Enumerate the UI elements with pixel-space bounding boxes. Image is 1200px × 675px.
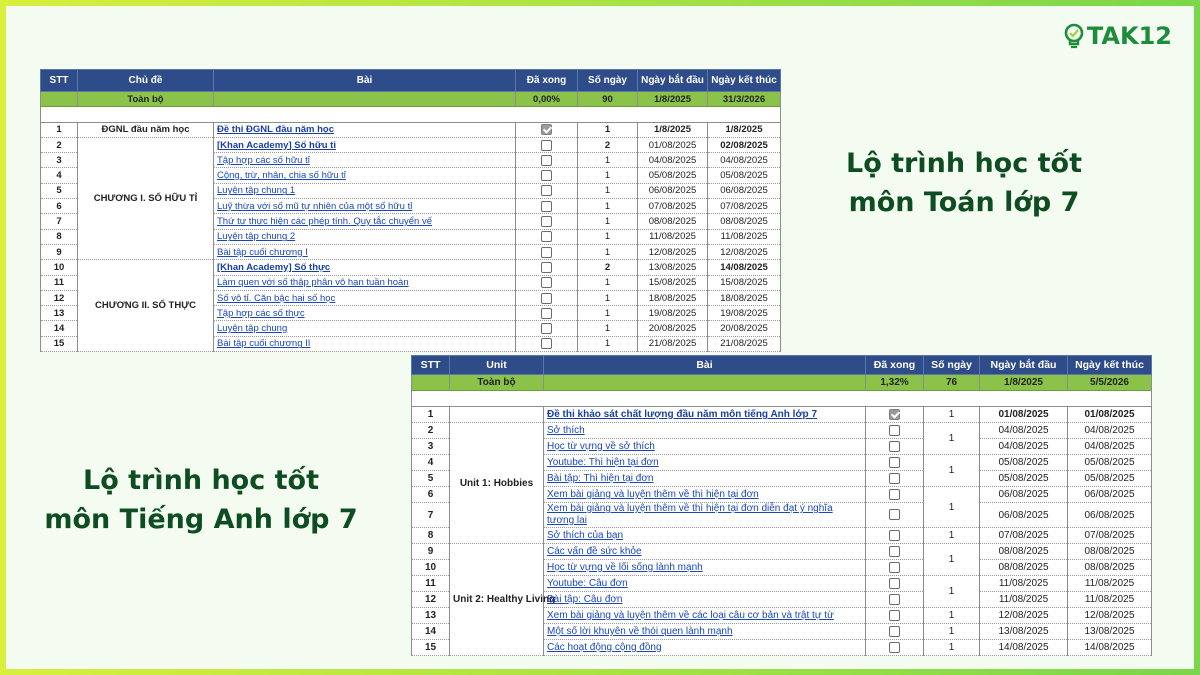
done-cell	[866, 471, 924, 487]
done-cell	[516, 153, 578, 168]
header-done[interactable]: Đã xong	[516, 70, 578, 92]
lesson-cell	[544, 592, 866, 608]
end-date-cell: 06/08/2025	[1068, 487, 1152, 503]
days-cell: 1	[578, 183, 638, 198]
end-date-cell: 05/08/2025	[1068, 471, 1152, 487]
stt-cell: 11	[412, 576, 450, 592]
header-row	[41, 70, 781, 92]
lesson-link[interactable]: Thứ tự thực hiện các phép tính. Quy tắc chuyển vế	[217, 216, 432, 228]
start-date-cell: 21/08/2025	[638, 336, 708, 351]
unchecked-checkbox[interactable]	[889, 562, 900, 573]
lesson-link[interactable]: Cộng, trừ, nhân, chia số hữu tỉ	[217, 170, 346, 182]
header-end-date[interactable]: Ngày kết thúc	[708, 70, 781, 92]
lesson-cell	[544, 471, 866, 487]
lesson-link[interactable]: Bài tập cuối chương II	[217, 338, 311, 350]
lesson-cell	[214, 183, 516, 198]
bulb-icon	[1063, 23, 1085, 49]
start-date-cell: 11/08/2025	[980, 592, 1068, 608]
done-cell	[516, 260, 578, 275]
math-caption-line-1: Lộ trình học tốt	[845, 148, 1082, 179]
header-lesson[interactable]: Bài	[544, 356, 866, 375]
stt-cell: 12	[41, 290, 78, 305]
days-cell: 1	[578, 168, 638, 183]
stt-cell: 15	[41, 336, 78, 351]
start-date-cell: 1/8/2025	[638, 122, 708, 137]
end-date-cell: 15/08/2025	[708, 275, 781, 290]
done-cell	[516, 244, 578, 259]
days-cell: 1	[924, 576, 980, 608]
done-cell	[866, 560, 924, 576]
done-cell	[516, 290, 578, 305]
lesson-link[interactable]: Luyện tập chung 1	[217, 185, 296, 197]
stt-cell: 1	[412, 407, 450, 423]
stt-cell: 7	[412, 503, 450, 528]
unchecked-checkbox[interactable]	[889, 626, 900, 637]
unchecked-checkbox[interactable]	[541, 231, 552, 242]
days-cell: 1	[924, 407, 980, 423]
unchecked-checkbox[interactable]	[541, 247, 552, 258]
unchecked-checkbox[interactable]	[889, 610, 900, 621]
total-blank	[214, 92, 516, 107]
done-cell	[516, 199, 578, 214]
header-days[interactable]: Số ngày	[924, 356, 980, 375]
table-row	[41, 137, 781, 152]
end-date-cell: 12/08/2025	[708, 244, 781, 259]
total-label: Toàn bộ	[78, 92, 214, 107]
start-date-cell: 06/08/2025	[638, 183, 708, 198]
done-cell	[866, 455, 924, 471]
unchecked-checkbox[interactable]	[889, 489, 900, 500]
start-date-cell: 04/08/2025	[980, 423, 1068, 439]
stt-cell: 2	[412, 423, 450, 439]
table-row	[41, 260, 781, 275]
end-date-cell: 08/08/2025	[708, 214, 781, 229]
start-date-cell: 01/08/2025	[638, 137, 708, 152]
lesson-link[interactable]: Youtube: Câu đơn	[547, 578, 628, 589]
logo-text: TAK12	[1086, 22, 1172, 50]
done-cell	[516, 229, 578, 244]
english-caption-line-1: Lộ trình học tốt	[82, 465, 319, 496]
end-date-cell: 20/08/2025	[708, 321, 781, 336]
done-cell	[866, 487, 924, 503]
total-days: 76	[924, 375, 980, 391]
lesson-cell	[544, 455, 866, 471]
stt-cell: 9	[412, 544, 450, 560]
spacer-cell	[41, 107, 781, 122]
header-lesson[interactable]: Bài	[214, 70, 516, 92]
stt-cell: 4	[412, 455, 450, 471]
unchecked-checkbox[interactable]	[889, 546, 900, 557]
header-start-date[interactable]: Ngày bắt đầu	[980, 356, 1068, 375]
end-date-cell: 07/08/2025	[708, 199, 781, 214]
done-cell	[866, 439, 924, 455]
group-cell: Unit 1: Hobbies	[450, 423, 544, 544]
stt-cell: 13	[41, 306, 78, 321]
total-done: 0,00%	[516, 92, 578, 107]
header-unit[interactable]: Unit	[450, 356, 544, 375]
start-date-cell: 14/08/2025	[980, 640, 1068, 656]
lesson-link[interactable]: Luỹ thừa với số mũ tự nhiên của một số hữu tỉ	[217, 200, 413, 212]
lesson-cell	[544, 576, 866, 592]
header-topic[interactable]: Chủ đề	[78, 70, 214, 92]
checked-checkbox[interactable]	[889, 409, 900, 420]
unchecked-checkbox[interactable]	[541, 338, 552, 349]
stt-cell: 14	[412, 624, 450, 640]
unchecked-checkbox[interactable]	[889, 457, 900, 468]
days-cell: 1	[578, 122, 638, 137]
lesson-link[interactable]: Xem bài giảng và luyện thêm về các loại câu cơ bản và trật tự từ	[547, 610, 834, 621]
header-done[interactable]: Đã xong	[866, 356, 924, 375]
total-start: 1/8/2025	[980, 375, 1068, 391]
lesson-cell	[214, 290, 516, 305]
lesson-cell	[214, 122, 516, 137]
start-date-cell: 07/08/2025	[638, 199, 708, 214]
end-date-cell: 05/08/2025	[1068, 455, 1152, 471]
stt-cell: 11	[41, 275, 78, 290]
unchecked-checkbox[interactable]	[541, 155, 552, 166]
days-cell: 1	[578, 244, 638, 259]
done-cell	[516, 321, 578, 336]
lesson-cell	[214, 199, 516, 214]
days-cell: 1	[578, 275, 638, 290]
lesson-cell	[544, 407, 866, 423]
unchecked-checkbox[interactable]	[889, 473, 900, 484]
days-cell: 1	[578, 229, 638, 244]
start-date-cell: 05/08/2025	[980, 455, 1068, 471]
start-date-cell: 08/08/2025	[980, 560, 1068, 576]
total-start: 1/8/2025	[638, 92, 708, 107]
end-date-cell: 01/08/2025	[1068, 407, 1152, 423]
days-cell: 1	[924, 640, 980, 656]
lesson-link[interactable]: Luyện tập chung 2	[217, 231, 296, 243]
lesson-cell	[544, 528, 866, 544]
end-date-cell: 08/08/2025	[1068, 560, 1152, 576]
days-cell: 1	[578, 290, 638, 305]
start-date-cell: 04/08/2025	[638, 153, 708, 168]
lesson-cell	[214, 137, 516, 152]
header-row	[412, 356, 1152, 375]
table-row	[41, 122, 781, 137]
done-cell	[866, 576, 924, 592]
start-date-cell: 18/08/2025	[638, 290, 708, 305]
lesson-link[interactable]: Xem bài giảng và luyện thêm về thì hiện tại đơn diễn đạt ý nghĩa tương lai	[547, 503, 833, 526]
unchecked-checkbox[interactable]	[889, 594, 900, 605]
days-cell: 1	[924, 423, 980, 455]
stt-cell: 10	[412, 560, 450, 576]
table-row	[412, 407, 1152, 423]
lesson-link[interactable]: Bài tập: Câu đơn	[547, 594, 623, 605]
start-date-cell: 06/08/2025	[980, 487, 1068, 503]
lesson-link[interactable]: Một số lời khuyên về thói quen lành mạnh	[547, 626, 733, 637]
lesson-link[interactable]: Tập hợp các số hữu tỉ	[217, 154, 310, 166]
end-date-cell: 04/08/2025	[708, 153, 781, 168]
end-date-cell: 05/08/2025	[708, 168, 781, 183]
english-caption	[36, 461, 366, 539]
end-date-cell: 18/08/2025	[708, 290, 781, 305]
stt-cell: 8	[41, 229, 78, 244]
spacer-cell	[412, 391, 1152, 407]
stt-cell: 15	[412, 640, 450, 656]
end-date-cell: 1/8/2025	[708, 122, 781, 137]
lesson-link[interactable]: Các vấn đề sức khỏe	[547, 546, 642, 557]
group-cell: CHƯƠNG II. SỐ THỰC	[78, 260, 214, 352]
stt-cell: 1	[41, 122, 78, 137]
days-cell: 1	[924, 544, 980, 576]
start-date-cell: 15/08/2025	[638, 275, 708, 290]
spacer-row	[412, 391, 1152, 407]
english-caption-line-2: môn Tiếng Anh lớp 7	[44, 504, 358, 536]
group-cell: CHƯƠNG I. SỐ HỮU TỈ	[78, 137, 214, 259]
end-date-cell: 07/08/2025	[1068, 528, 1152, 544]
unchecked-checkbox[interactable]	[541, 293, 552, 304]
unchecked-checkbox[interactable]	[889, 642, 900, 653]
days-cell: 1	[578, 321, 638, 336]
start-date-cell: 12/08/2025	[638, 244, 708, 259]
lesson-link[interactable]: Luyện tập chung	[217, 323, 288, 335]
end-date-cell: 06/08/2025	[708, 183, 781, 198]
done-cell	[516, 275, 578, 290]
lesson-cell	[544, 624, 866, 640]
lesson-cell	[544, 560, 866, 576]
total-empty-cell	[41, 92, 78, 107]
table-row	[412, 423, 1152, 439]
lesson-link[interactable]: Học từ vựng về sở thích	[547, 441, 655, 452]
unchecked-checkbox[interactable]	[541, 185, 552, 196]
end-date-cell: 04/08/2025	[1068, 423, 1152, 439]
done-cell	[516, 183, 578, 198]
end-date-cell: 12/08/2025	[1068, 608, 1152, 624]
lesson-cell	[214, 244, 516, 259]
header-end-date[interactable]: Ngày kết thúc	[1068, 356, 1152, 375]
done-cell	[516, 336, 578, 351]
end-date-cell: 04/08/2025	[1068, 439, 1152, 455]
start-date-cell: 19/08/2025	[638, 306, 708, 321]
total-blank	[544, 375, 866, 391]
tak12-logo	[1063, 22, 1172, 50]
unchecked-checkbox[interactable]	[541, 277, 552, 288]
lesson-cell	[214, 275, 516, 290]
end-date-cell: 19/08/2025	[708, 306, 781, 321]
table-row	[412, 544, 1152, 560]
start-date-cell: 11/08/2025	[980, 576, 1068, 592]
done-cell	[866, 544, 924, 560]
stt-cell: 3	[41, 153, 78, 168]
lesson-link[interactable]: Sở thích của bạn	[547, 530, 624, 541]
total-row	[412, 375, 1152, 391]
unchecked-checkbox[interactable]	[889, 530, 900, 541]
stt-cell: 4	[41, 168, 78, 183]
unchecked-checkbox[interactable]	[889, 441, 900, 452]
unchecked-checkbox[interactable]	[541, 201, 552, 212]
start-date-cell: 11/08/2025	[638, 229, 708, 244]
unchecked-checkbox[interactable]	[889, 578, 900, 589]
end-date-cell: 21/08/2025	[708, 336, 781, 351]
stt-cell: 3	[412, 439, 450, 455]
start-date-cell: 20/08/2025	[638, 321, 708, 336]
days-cell: 1	[924, 528, 980, 544]
stt-cell: 2	[41, 137, 78, 152]
total-row	[41, 92, 781, 107]
lesson-cell	[214, 214, 516, 229]
stt-cell: 5	[412, 471, 450, 487]
lesson-cell	[214, 260, 516, 275]
unchecked-checkbox[interactable]	[541, 262, 552, 273]
stt-cell: 9	[41, 244, 78, 259]
days-cell: 1	[578, 153, 638, 168]
lesson-link[interactable]: Tập hợp các số thực	[217, 307, 305, 319]
start-date-cell: 05/08/2025	[638, 168, 708, 183]
days-cell: 2	[578, 260, 638, 275]
header-start-date[interactable]: Ngày bắt đầu	[638, 70, 708, 92]
start-date-cell: 08/08/2025	[980, 544, 1068, 560]
total-end: 5/5/2026	[1068, 375, 1152, 391]
total-empty-cell	[412, 375, 450, 391]
lesson-link[interactable]: [Khan Academy] Số thực	[217, 261, 331, 273]
end-date-cell: 08/08/2025	[1068, 544, 1152, 560]
lesson-link[interactable]: Làm quen với số thập phân vô hạn tuần hoàn	[217, 277, 409, 289]
lesson-link[interactable]: Các hoạt động cộng đồng	[547, 642, 662, 653]
unchecked-checkbox[interactable]	[541, 216, 552, 227]
unchecked-checkbox[interactable]	[541, 308, 552, 319]
total-done: 1,32%	[866, 375, 924, 391]
start-date-cell: 12/08/2025	[980, 608, 1068, 624]
lesson-cell	[214, 336, 516, 351]
end-date-cell: 13/08/2025	[1068, 624, 1152, 640]
math-caption	[814, 144, 1114, 222]
total-end: 31/3/2026	[708, 92, 781, 107]
lesson-link[interactable]: Youtube: Thì hiện tại đơn	[547, 457, 659, 468]
days-cell: 1	[578, 199, 638, 214]
done-cell	[866, 608, 924, 624]
days-cell: 2	[578, 137, 638, 152]
lesson-link[interactable]: Đề thi khảo sát chất lượng đầu năm môn tiếng Anh lớp 7	[547, 409, 817, 420]
days-cell: 1	[924, 624, 980, 640]
stt-cell: 8	[412, 528, 450, 544]
end-date-cell: 11/08/2025	[1068, 592, 1152, 608]
days-cell: 1	[924, 455, 980, 487]
unchecked-checkbox[interactable]	[541, 170, 552, 181]
start-date-cell: 08/08/2025	[638, 214, 708, 229]
lesson-link[interactable]: [Khan Academy] Số hữu tỉ	[217, 139, 336, 151]
group-cell: Unit 2: Healthy Living	[450, 544, 544, 656]
math-caption-line-2: môn Toán lớp 7	[848, 187, 1080, 219]
done-cell	[866, 592, 924, 608]
lesson-cell	[214, 229, 516, 244]
unchecked-checkbox[interactable]	[889, 425, 900, 436]
done-cell	[516, 122, 578, 137]
stt-cell: 10	[41, 260, 78, 275]
unchecked-checkbox[interactable]	[889, 509, 900, 520]
stt-cell: 13	[412, 608, 450, 624]
lesson-link[interactable]: Số vô tỉ. Căn bậc hai số học	[217, 292, 336, 304]
group-cell: ĐGNL đầu năm học	[78, 122, 214, 137]
lesson-cell	[214, 153, 516, 168]
unchecked-checkbox[interactable]	[541, 140, 552, 151]
done-cell	[866, 528, 924, 544]
stt-cell: 7	[41, 214, 78, 229]
lesson-cell	[544, 487, 866, 503]
lesson-cell	[214, 321, 516, 336]
math-study-plan-table	[40, 69, 781, 352]
stt-cell: 6	[41, 199, 78, 214]
header-stt[interactable]: STT	[41, 70, 78, 92]
start-date-cell: 13/08/2025	[980, 624, 1068, 640]
done-cell	[866, 503, 924, 528]
lesson-link[interactable]: Đề thi ĐGNL đầu năm học	[217, 124, 335, 136]
lesson-link[interactable]: Sở thích	[547, 425, 585, 436]
done-cell	[516, 306, 578, 321]
done-cell	[516, 137, 578, 152]
total-days: 90	[578, 92, 638, 107]
lesson-cell	[544, 608, 866, 624]
days-cell: 1	[578, 306, 638, 321]
total-label: Toàn bộ	[450, 375, 544, 391]
lesson-cell	[544, 503, 866, 528]
lesson-link[interactable]: Xem bài giảng và luyện thêm về thì hiện tại đơn	[547, 489, 759, 500]
end-date-cell: 11/08/2025	[1068, 576, 1152, 592]
done-cell	[516, 214, 578, 229]
start-date-cell: 07/08/2025	[980, 528, 1068, 544]
done-cell	[516, 168, 578, 183]
start-date-cell: 13/08/2025	[638, 260, 708, 275]
end-date-cell: 11/08/2025	[708, 229, 781, 244]
group-cell-empty	[450, 407, 544, 423]
header-stt[interactable]: STT	[412, 356, 450, 375]
done-cell	[866, 407, 924, 423]
lesson-cell	[544, 544, 866, 560]
start-date-cell: 01/08/2025	[980, 407, 1068, 423]
stt-cell: 14	[41, 321, 78, 336]
end-date-cell: 14/08/2025	[708, 260, 781, 275]
done-cell	[866, 624, 924, 640]
stt-cell: 12	[412, 592, 450, 608]
english-study-plan-table	[411, 355, 1152, 656]
end-date-cell: 02/08/2025	[708, 137, 781, 152]
header-days[interactable]: Số ngày	[578, 70, 638, 92]
stt-cell: 6	[412, 487, 450, 503]
end-date-cell: 14/08/2025	[1068, 640, 1152, 656]
days-cell: 1	[924, 487, 980, 528]
start-date-cell: 05/08/2025	[980, 471, 1068, 487]
checked-checkbox[interactable]	[541, 124, 552, 135]
done-cell	[866, 640, 924, 656]
lesson-link[interactable]: Học từ vựng về lối sống lành mạnh	[547, 562, 703, 573]
lesson-cell	[214, 306, 516, 321]
start-date-cell: 04/08/2025	[980, 439, 1068, 455]
lesson-link[interactable]: Bài tập: Thì hiện tại đơn	[547, 473, 654, 484]
unchecked-checkbox[interactable]	[541, 323, 552, 334]
lesson-cell	[544, 439, 866, 455]
lesson-cell	[214, 168, 516, 183]
lesson-link[interactable]: Bài tập cuối chương I	[217, 246, 308, 258]
lesson-cell	[544, 640, 866, 656]
spacer-row	[41, 107, 781, 122]
days-cell: 1	[924, 608, 980, 624]
start-date-cell: 06/08/2025	[980, 503, 1068, 528]
days-cell: 1	[578, 336, 638, 351]
lesson-cell	[544, 423, 866, 439]
done-cell	[866, 423, 924, 439]
stt-cell: 5	[41, 183, 78, 198]
days-cell: 1	[578, 214, 638, 229]
end-date-cell: 06/08/2025	[1068, 503, 1152, 528]
